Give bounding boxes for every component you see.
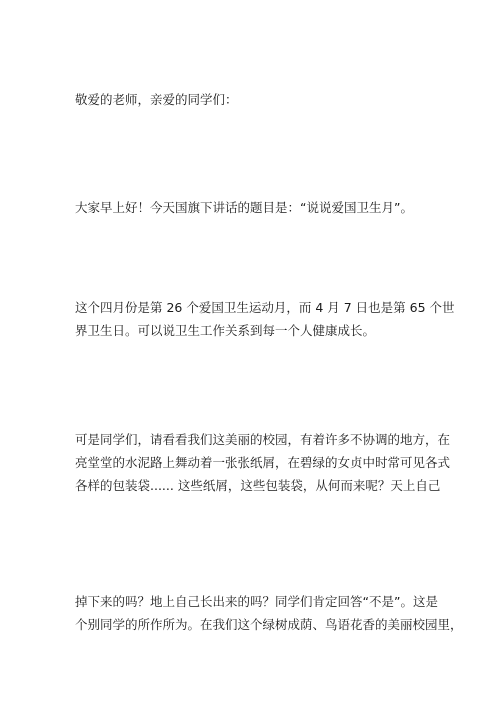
salutation-paragraph bbox=[75, 88, 433, 111]
campus-litter-paragraph bbox=[75, 428, 451, 497]
text-line: 各样的包装袋...... 这些纸屑，这些包装袋，从何而来呢？天上自己 bbox=[75, 478, 441, 493]
student-behavior-paragraph bbox=[75, 590, 463, 636]
text-line: 大家早上好！今天国旗下讲话的题目是：“说说爱国卫生月”。 bbox=[75, 200, 413, 215]
text-line: 亮堂堂的水泥路上舞动着一张张纸屑，在碧绿的女贞中时常可见各式 bbox=[75, 455, 451, 470]
text-line: 可是同学们，请看看我们这美丽的校园，有着许多不协调的地方，在 bbox=[75, 432, 451, 447]
text-line: 敬爱的老师，亲爱的同学们： bbox=[75, 92, 238, 107]
greeting-paragraph bbox=[75, 196, 433, 219]
text-line: 掉下来的吗？地上自己长出来的吗？同学们肯定回答“不是”。这是 bbox=[75, 594, 438, 609]
text-line: 个别同学的所作所为。在我们这个绿树成荫、鸟语花香的美丽校园里， bbox=[75, 617, 463, 632]
text-line: 界卫生日。可以说卫生工作关系到每一个人健康成长。 bbox=[75, 323, 376, 338]
hygiene-month-paragraph bbox=[75, 296, 455, 342]
text-line: 这个四月份是第 26 个爱国卫生运动月，而 4 月 7 日也是第 65 个世 bbox=[75, 300, 455, 315]
